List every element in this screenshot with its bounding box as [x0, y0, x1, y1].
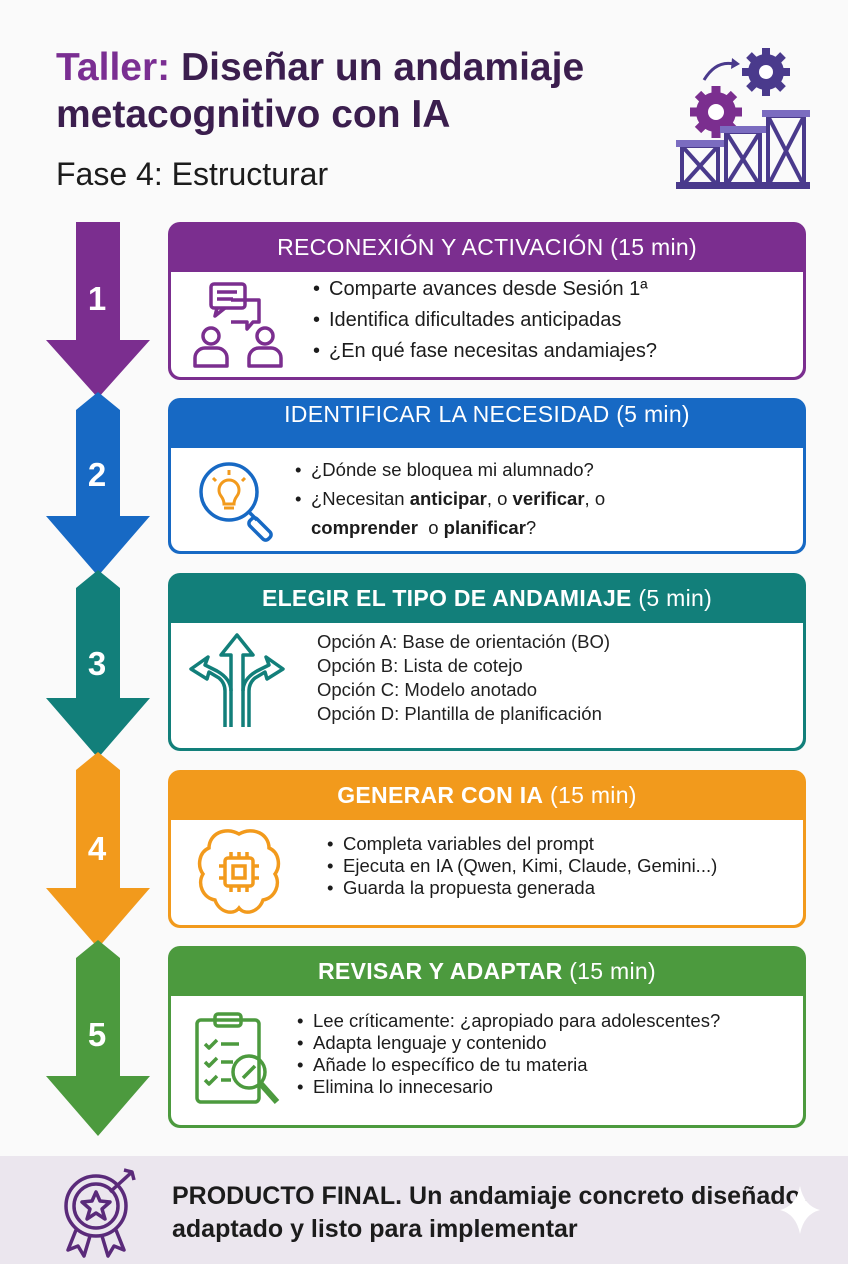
option-item: Opción A: Base de orientación (BO) [317, 631, 611, 652]
list-item: • Añade lo específico de tu materia [297, 1054, 720, 1076]
final-product-text [172, 1180, 812, 1246]
text-run: ¿Necesitan [311, 488, 410, 509]
heading-bold: REVISAR Y ADAPTAR [318, 957, 563, 984]
text-run: o [417, 517, 444, 538]
heading-time: (15 min) [562, 957, 656, 984]
step-1-number: 1 [87, 280, 107, 317]
title-prefix: Taller: [56, 46, 171, 89]
final-product-banner [0, 1156, 848, 1264]
step-1-list [313, 274, 657, 367]
step-3-options [317, 630, 610, 726]
step-4-number: 4 [87, 830, 107, 867]
keyword-comprender: comprender [311, 517, 418, 538]
list-item: • ¿Dónde se bloquea mi alumnado? [295, 455, 605, 484]
people-chat-icon [185, 280, 289, 370]
heading-time: (15 min) [543, 781, 637, 808]
keyword-planificar: planificar [443, 517, 526, 538]
page-subtitle: Fase 4: Estructurar [56, 156, 329, 192]
text-run: , o [584, 488, 606, 509]
step-1-card [168, 222, 806, 380]
magnifier-lightbulb-icon [193, 460, 285, 544]
step-5-card [168, 946, 806, 1128]
step-5-number: 5 [87, 1016, 107, 1053]
step-3-number: 3 [87, 645, 107, 682]
step-4-heading [168, 770, 806, 820]
keyword-verificar: verificar [512, 488, 585, 509]
step-5-heading [168, 946, 806, 996]
step-3-card [168, 573, 806, 751]
list-item: • Adapta lenguaje y contenido [297, 1032, 720, 1054]
option-item: Opción D: Plantilla de planificación [317, 703, 602, 724]
option-item: Opción C: Modelo anotado [317, 679, 538, 700]
step-2-card [168, 398, 806, 554]
step-5-list [297, 1010, 720, 1098]
heading-bold: GENERAR CON IA [337, 781, 544, 808]
target-award-badge-icon [58, 1168, 144, 1258]
split-arrows-icon [187, 631, 287, 731]
step-1-heading: RECONEXIÓN Y ACTIVACIÓN (15 min) [277, 233, 697, 260]
list-item: • ¿En qué fase necesitas andamiajes? [313, 336, 657, 367]
step-2-number: 2 [87, 456, 107, 493]
keyword-anticipar: anticipar [409, 488, 487, 509]
step-4-card [168, 770, 806, 928]
title-main: Diseñar un andamiaje metacognitivo con IA [56, 46, 585, 136]
text-run: , o [486, 488, 513, 509]
list-item: • Completa variables del prompt [327, 833, 717, 855]
clipboard-review-icon [191, 1010, 287, 1110]
step-2-heading: IDENTIFICAR LA NECESIDAD (5 min) [284, 400, 690, 427]
step-3-heading [168, 573, 806, 623]
sparkle-icon [778, 1184, 822, 1236]
heading-bold: ELEGIR EL TIPO DE ANDAMIAJE [261, 584, 632, 611]
list-item: • Ejecuta en IA (Qwen, Kimi, Claude, Gemini...) [327, 855, 717, 877]
step-4-list [327, 833, 717, 899]
list-item: • Lee críticamente: ¿apropiado para adolescentes? [297, 1010, 720, 1032]
ai-brain-chip-icon [195, 826, 283, 918]
list-item: • Comparte avances desde Sesión 1ª [313, 274, 657, 305]
text-run: ? [525, 517, 537, 538]
option-item: Opción B: Lista de cotejo [317, 655, 523, 676]
final-product-description: Un andamiaje concreto diseñado, adaptado y listo para implementar [172, 1182, 808, 1243]
final-product-label: PRODUCTO FINAL. [172, 1182, 403, 1210]
gears-scaffold-icon [676, 42, 810, 190]
page-title [56, 44, 676, 138]
list-item: • Guarda la propuesta generada [327, 877, 717, 899]
step-2-list [295, 455, 605, 542]
list-item: • Elimina lo innecesario [297, 1076, 720, 1098]
list-item: • Identifica dificultades anticipadas [313, 305, 657, 336]
list-item [295, 484, 605, 542]
heading-time: (5 min) [631, 584, 713, 611]
